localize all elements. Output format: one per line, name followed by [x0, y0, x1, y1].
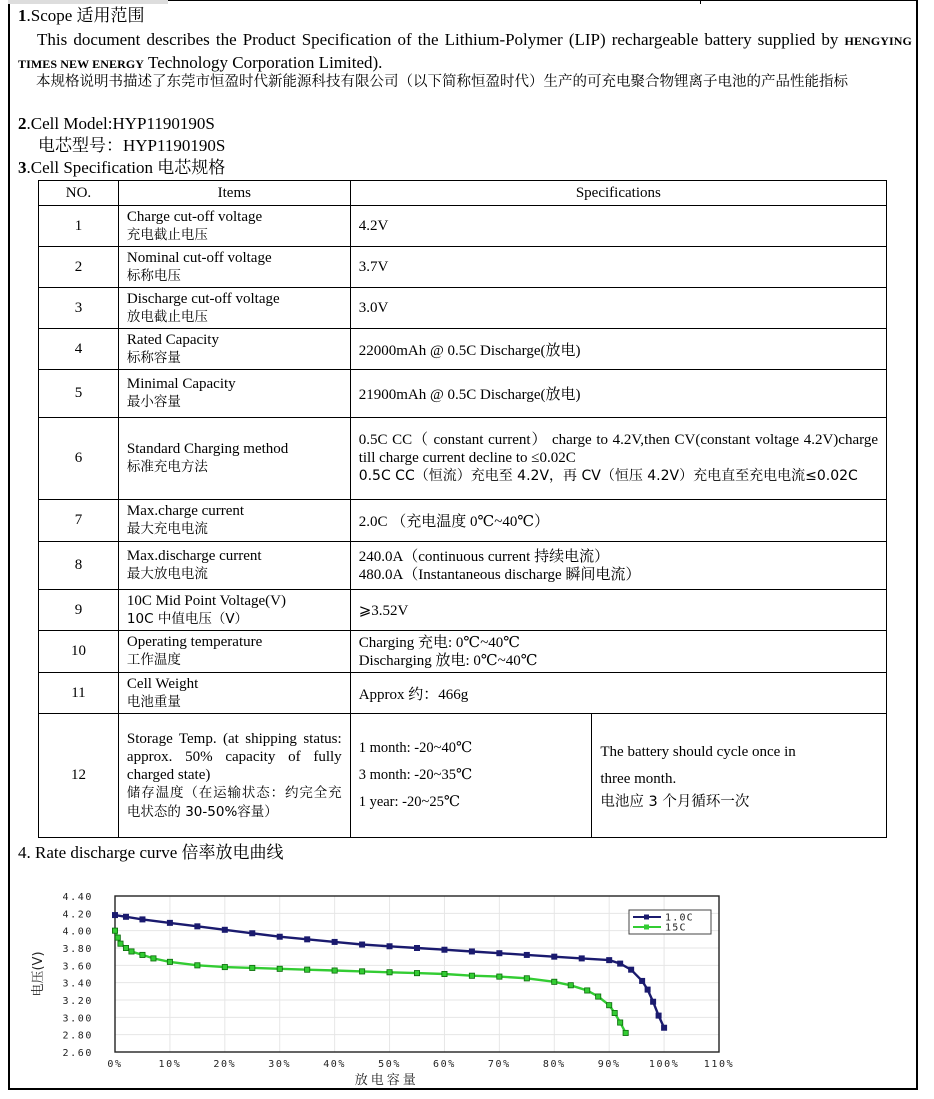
item-zh: 标准充电方法 — [126, 459, 208, 475]
note-line-1: The battery should cycle once in — [600, 744, 796, 760]
series-point — [387, 970, 392, 975]
top-table-divider — [700, 0, 701, 4]
row-no: 4 — [39, 329, 119, 370]
y-tick-label: 3.00 — [62, 1013, 93, 1025]
series-point — [250, 931, 255, 936]
series-point — [167, 920, 172, 925]
scope-heading — [18, 6, 145, 26]
row-spec: 21900mAh @ 0.5C Discharge(放电) — [350, 370, 886, 418]
row-no: 2 — [39, 247, 119, 288]
series-point — [618, 961, 623, 966]
table-row — [39, 418, 887, 500]
series-point — [442, 971, 447, 976]
item-en: Rated Capacity — [126, 331, 219, 348]
row-no: 5 — [39, 370, 119, 418]
item-en: 10C Mid Point Voltage(V) — [126, 592, 286, 609]
series-point — [151, 956, 156, 961]
y-tick-label: 3.60 — [62, 961, 93, 973]
y-tick-label: 3.20 — [62, 996, 93, 1007]
row-no: 1 — [39, 206, 119, 247]
cell-spec-table — [38, 180, 887, 838]
series-point — [115, 935, 120, 940]
row-item — [118, 714, 350, 838]
series-point — [222, 927, 227, 932]
spec-line-1: 240.0A（continuous current 持续电流） — [358, 548, 610, 565]
item-en: Standard Charging method — [126, 441, 289, 457]
series-point — [195, 963, 200, 968]
item-en: Max.charge current — [126, 503, 245, 519]
series-point — [552, 979, 557, 984]
model-title-en: .Cell Model:HYP1190190S — [26, 114, 215, 133]
header-items: Items — [118, 181, 350, 206]
table-row — [39, 206, 887, 247]
row-spec: ⩾3.52V — [350, 590, 886, 631]
spec-heading — [18, 158, 225, 178]
series-point — [497, 974, 502, 979]
series-point — [629, 967, 634, 972]
series-point — [645, 987, 650, 992]
row-spec: 2.0C （充电温度 0℃~40℃） — [350, 500, 886, 542]
legend-label: 15C — [665, 922, 687, 934]
x-tick-label: 80% — [542, 1059, 566, 1070]
series-point — [607, 958, 612, 963]
row-item — [118, 673, 350, 714]
item-en: Nominal cut-off voltage — [126, 249, 272, 266]
spec-line-2: 480.0A（Instantaneous discharge 瞬间电流） — [358, 566, 641, 583]
spec-number: 3 — [18, 158, 27, 177]
row-item — [118, 206, 350, 247]
row-no: 9 — [39, 590, 119, 631]
item-en: Storage Temp. (at shipping status: approx. 50% capacity of fully charged state) — [126, 730, 342, 783]
y-axis-label: 电压(V) — [31, 951, 46, 997]
series-point — [469, 949, 474, 954]
series-point — [305, 967, 310, 972]
row-no: 8 — [39, 542, 119, 590]
row-no: 6 — [39, 418, 119, 500]
row-spec: Approx 约：466g — [350, 673, 886, 714]
table-row — [39, 673, 887, 714]
spec-line-1: Charging 充电: 0℃~40℃ — [358, 634, 521, 651]
series-point — [332, 939, 337, 944]
row-spec — [350, 542, 886, 590]
chart-legend — [629, 910, 711, 934]
scope-paragraph-en — [18, 29, 912, 75]
spec-line-en: 0.5C CC（ constant current） charge to 4.2V,then CV(constant voltage 4.2V)charge till charge current decline to ≤0.02C — [358, 432, 878, 466]
spec-line-2: Discharging 放电: 0℃~40℃ — [358, 652, 538, 669]
table-row — [39, 542, 887, 590]
row-item — [118, 500, 350, 542]
item-zh: 标称电压 — [126, 267, 181, 284]
series-point — [123, 914, 128, 919]
y-ticks — [63, 892, 93, 1059]
series-point — [612, 1010, 617, 1015]
legend-label: 1.0C — [665, 912, 694, 924]
row-no: 12 — [39, 714, 119, 838]
series-point — [359, 942, 364, 947]
table-row — [39, 370, 887, 418]
rate-discharge-chart — [20, 885, 780, 1087]
x-tick-label: 90% — [597, 1059, 621, 1070]
scope-paragraph-zh: 本规格说明书描述了东莞市恒盈时代新能源科技有限公司（以下简称恒盈时代）生产的可充电聚合物锂离子电池的产品性能指标 — [36, 74, 848, 90]
series-point — [568, 983, 573, 988]
series-point — [305, 937, 310, 942]
row-no: 7 — [39, 500, 119, 542]
header-no: NO. — [39, 181, 119, 206]
model-number: 2 — [18, 114, 27, 133]
row-no: 11 — [39, 673, 119, 714]
row-spec — [350, 631, 886, 673]
y-tick-label: 3.40 — [62, 978, 93, 990]
series-point — [332, 968, 337, 973]
item-zh: 放电截止电压 — [126, 308, 208, 325]
spec-line-3: 1 year: -20~25℃ — [358, 794, 461, 810]
series-point — [129, 949, 134, 954]
x-tick-label: 40% — [323, 1059, 347, 1070]
table-row — [39, 590, 887, 631]
series-point — [140, 917, 145, 922]
series-point — [277, 966, 282, 971]
series-point — [524, 952, 529, 957]
y-tick-label: 2.60 — [62, 1048, 93, 1059]
series-point — [112, 928, 117, 933]
model-heading — [18, 114, 215, 134]
x-ticks — [107, 1059, 734, 1070]
x-axis-label: 放电容量 — [354, 1073, 419, 1087]
item-en: Cell Weight — [126, 675, 199, 692]
y-tick-label: 4.20 — [62, 909, 93, 921]
series-point — [442, 947, 447, 952]
item-zh: 10C 中值电压（V） — [126, 610, 249, 627]
table-row — [39, 631, 887, 673]
x-tick-label: 60% — [433, 1059, 456, 1070]
scope-title: .Scope 适用范围 — [26, 6, 145, 25]
item-en: Max.discharge current — [126, 548, 262, 564]
row-item — [118, 329, 350, 370]
y-tick-label: 4.40 — [62, 892, 93, 903]
series-point — [195, 924, 200, 929]
x-tick-label: 30% — [268, 1059, 292, 1070]
row-item — [118, 590, 350, 631]
series-point — [552, 954, 557, 959]
table-row — [39, 500, 887, 542]
row-no: 3 — [39, 288, 119, 329]
spec-line-zh: 0.5C CC（恒流）充电至 4.2V，再 CV（恒压 4.2V）充电直至充电电流≤0.02C — [358, 468, 858, 484]
series-point — [250, 965, 255, 970]
row-item — [118, 288, 350, 329]
item-zh: 标称容量 — [126, 349, 181, 366]
item-zh: 工作温度 — [126, 652, 181, 668]
note-line-2: three month. — [600, 771, 677, 787]
row-spec: 3.0V — [350, 288, 886, 329]
legend-swatch-marker — [644, 925, 649, 930]
series-point — [661, 1025, 666, 1030]
series-point — [123, 945, 128, 950]
item-zh: 最小容量 — [126, 394, 181, 410]
series-point — [469, 973, 474, 978]
series-point — [640, 978, 645, 983]
item-en: Charge cut-off voltage — [126, 208, 263, 225]
row-item — [118, 418, 350, 500]
item-en: Operating temperature — [126, 634, 263, 650]
series-point — [623, 1030, 628, 1035]
x-tick-label: 0% — [107, 1059, 123, 1070]
item-zh: 充电截止电压 — [126, 226, 208, 243]
header-specifications: Specifications — [350, 181, 886, 206]
x-tick-label: 100% — [648, 1059, 680, 1070]
note-line-3: 电池应 3 个月循环一次 — [600, 794, 750, 810]
series-point — [596, 994, 601, 999]
x-tick-label: 70% — [487, 1059, 511, 1070]
top-table-cell — [8, 0, 168, 4]
series-point — [118, 941, 123, 946]
series-point — [524, 976, 529, 981]
spec-title: .Cell Specification 电芯规格 — [26, 158, 226, 177]
scope-text-2: Technology Corporation Limited). — [144, 53, 383, 72]
series-point — [618, 1020, 623, 1025]
y-tick-label: 4.00 — [62, 926, 93, 938]
series-point — [140, 952, 145, 957]
series-point — [277, 934, 282, 939]
scope-number: 1 — [18, 6, 27, 25]
series-point — [656, 1013, 661, 1018]
series-point — [387, 944, 392, 949]
model-title-zh: 电芯型号：HYP1190190S — [38, 136, 226, 155]
series-point — [497, 951, 502, 956]
scope-text-1: This document describes the Product Specification of the Lithium-Polymer (LIP) rechargeable battery supplied by — [37, 30, 845, 49]
row-spec — [350, 418, 886, 500]
series-point — [607, 1003, 612, 1008]
series-point — [222, 964, 227, 969]
row-item — [118, 542, 350, 590]
x-tick-label: 110% — [703, 1059, 735, 1070]
curve-heading: 4. Rate discharge curve 倍率放电曲线 — [18, 843, 284, 862]
table-row — [39, 247, 887, 288]
item-zh: 储存温度（在运输状态：约完全充电状态的 30-50%容量） — [126, 784, 342, 820]
row-spec: 3.7V — [350, 247, 886, 288]
row-spec: 4.2V — [350, 206, 886, 247]
row-item — [118, 370, 350, 418]
series-point — [585, 988, 590, 993]
item-en: Minimal Capacity — [126, 376, 236, 392]
item-zh: 最大充电电流 — [126, 521, 208, 537]
series-point — [167, 959, 172, 964]
row-spec: 22000mAh @ 0.5C Discharge(放电) — [350, 329, 886, 370]
spec-line-2: 3 month: -20~35℃ — [358, 767, 473, 783]
row-item — [118, 631, 350, 673]
row-note — [592, 714, 887, 838]
row-item — [118, 247, 350, 288]
item-en: Discharge cut-off voltage — [126, 290, 280, 307]
company-name: HENGYING TIMES NEW ENERGY — [18, 34, 912, 71]
series-point — [651, 999, 656, 1004]
row-spec — [350, 714, 592, 838]
series-point — [359, 969, 364, 974]
table-header-row — [39, 181, 887, 206]
x-tick-label: 10% — [158, 1059, 182, 1070]
y-tick-label: 2.80 — [62, 1030, 93, 1042]
series-point — [414, 971, 419, 976]
legend-swatch-marker — [644, 915, 649, 920]
table-row — [39, 714, 887, 838]
spec-line-1: 1 month: -20~40℃ — [358, 740, 473, 756]
row-no: 10 — [39, 631, 119, 673]
x-tick-label: 50% — [378, 1059, 401, 1070]
series-point — [414, 945, 419, 950]
table-row — [39, 329, 887, 370]
x-tick-label: 20% — [213, 1059, 237, 1070]
item-zh: 最大放电电流 — [126, 566, 208, 582]
table-row — [39, 288, 887, 329]
series-point — [579, 956, 584, 961]
y-tick-label: 3.80 — [62, 944, 93, 955]
series-point — [112, 912, 117, 917]
item-zh: 电池重量 — [126, 693, 181, 710]
